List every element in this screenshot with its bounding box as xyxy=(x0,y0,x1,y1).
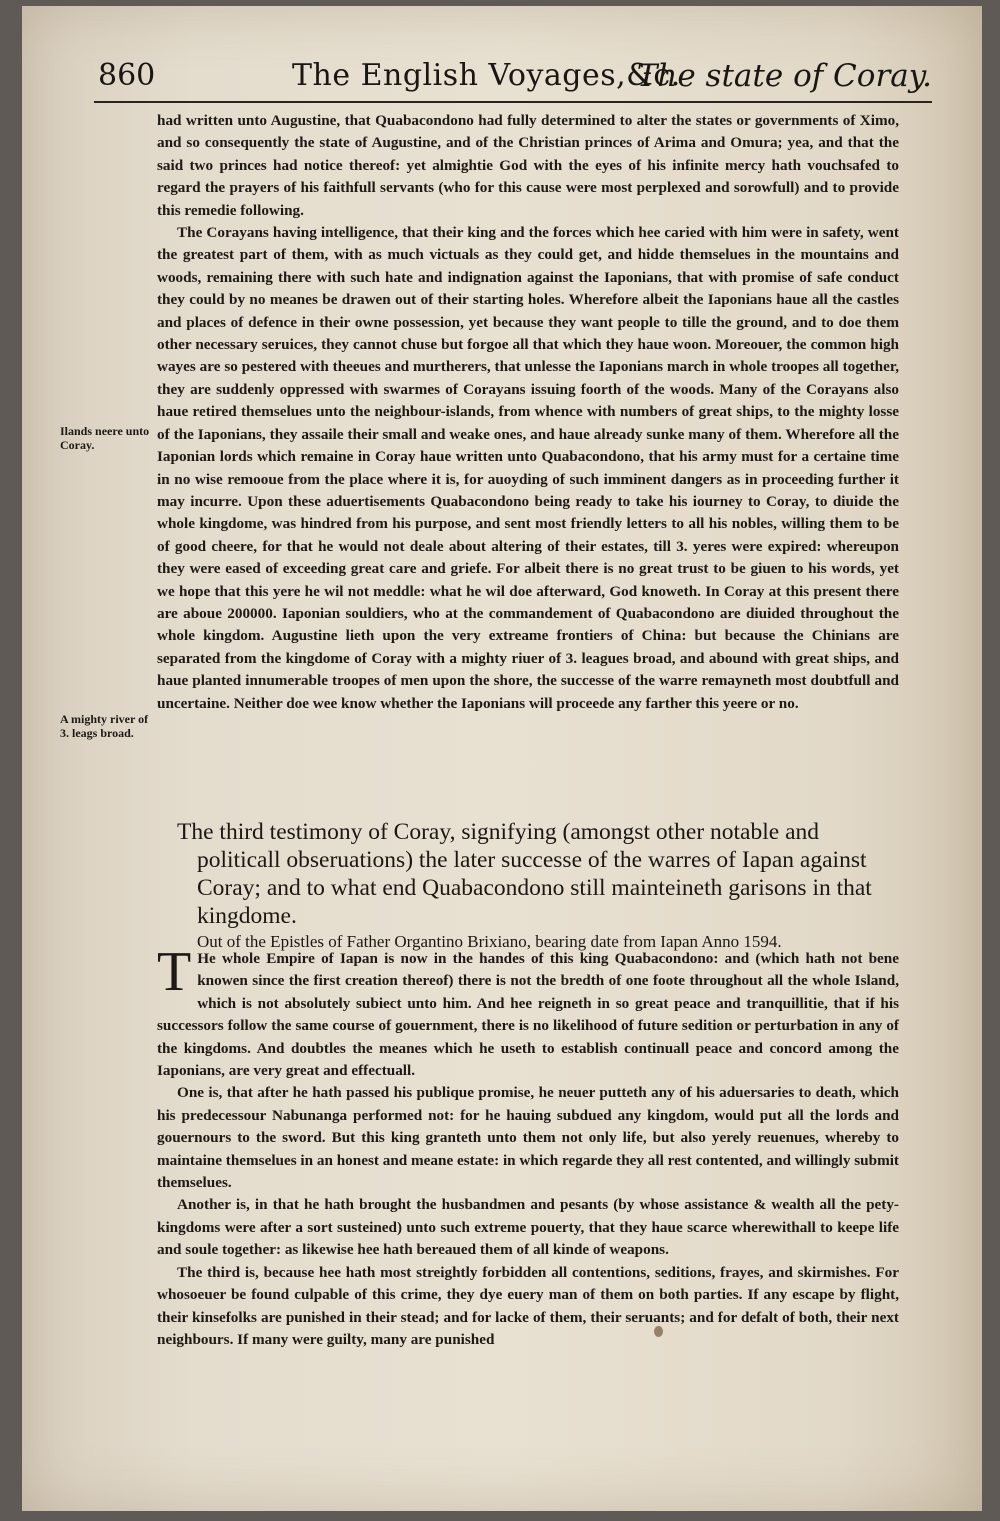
heading-main: The third testimony of Coray, signifying (amongst other notable and politicall obseruations) the later successe of the warres of Iapan against Coray; and to what end Quabacondono still mainteineth garisons in that kingdome. xyxy=(177,819,872,929)
heading-source: Out of the Epistles of Father Organtino Brixiano, bearing date from Iapan Anno 1594. xyxy=(197,932,782,951)
section-title: The state of Coray. xyxy=(636,58,932,94)
running-title: The English Voyages,&c. xyxy=(292,58,681,93)
page-header xyxy=(92,58,932,98)
paragraph: had written unto Augustine, that Quabacondono had fully determined to alter the states or governments of Ximo, and so consequently the state of Augustine, and of the Christian princes of Arima and Omura; yea, and that the said two princes had notice thereof: yet almightie God with the eyes of his infinite mercy hath vouchsafed to regard the prayers of his faithfull servants (who for this cause were most perplexed and sorowfull) and to provide this remedie following. xyxy=(157,112,899,219)
margin-note-islands: Ilands neere unto Coray. xyxy=(60,424,150,452)
drop-cap: T xyxy=(157,941,192,1003)
paragraph: The third is, because hee hath most streightly forbidden all contentions, seditions, frayes, and skirmishes. For whosoeuer be found culpable of this crime, they dye euery man of them on both parties. If any escape by flight, their kinsefolks are punished in their stead; and for lacke of them, their seruants; and for defalt of both, their next neighbours. If many were guilty, many are punished xyxy=(157,1263,899,1348)
ink-stain xyxy=(654,1326,663,1337)
first-passage xyxy=(157,110,899,715)
paragraph: Another is, in that he hath brought the husbandmen and pesants (by whose assistance & wealth all the pety-kingdoms were after a sort susteined) unto such extreme pouerty, that they haue scarce wherewithall to keepe life and soule together: as likewise hee hath bereaued them of all kinde of weapons. xyxy=(157,1196,899,1259)
paragraph: He whole Empire of Iapan is now in the handes of this king Quabacondono: and (which hath not bene knowen since the first creation thereof) there is not the bredth of one foote throughout all the whole Island, which is not absolutely subiect unto him. And hee reigneth in so great peace and tranquillitie, that if his successors follow the same course of gouernment, there is no likelihood of future sedition or perturbation in any of the kingdoms. And doubtles the meanes which he useth to establish continuall peace and concord among the Iaponians, are very great and effectuall. xyxy=(157,950,899,1080)
book-page xyxy=(22,6,982,1511)
paragraph: The Corayans having intelligence, that their king and the forces which hee caried with him were in safety, went the greatest part of them, with as much victuals as they could get, and hidde themselues in the mountains and woods, remaining there with such hate and indignation against the Iaponians, that with promise of safe conduct they could by no meanes be drawen out of their starting holes. Wherefore albeit the Iaponians haue all the castles and places of defence in their owne possession, yet because they want people to tille the ground, and to doe them other necessary seruices, they cannot chuse but forgoe all that which they haue woon. Moreouer, the common high wayes are so pestered with theeues and murtherers, that unlesse the Iaponians march in whole troopes all together, they are suddenly oppressed with swarmes of Corayans issuing foorth of the woods. Many of the Corayans also haue retired themselues unto the neighbour-islands, from whence with numbers of great ships, to the mighty losse of the Iaponians, they assaile their small and weake ones, and haue already sunke many of them. Wherefore all the Iaponian lords which remaine in Coray haue written unto Quabacondono, that his army must for a certaine time in no wise remooue from the place where it is, for auoyding of such imminent dangers as in proceeding further it may incurre. Upon these aduertisements Quabacondono being ready to take his iourney to Coray, to diuide the whole kingdome, was hindred from his purpose, and sent most friendly letters to all his nobles, willing them to be of good cheere, for that he would not deale about altering of their estates, till 3. yeres were expired: whereupon they were eased of exceeding great care and griefe. For albeit there is no great trust to be giuen to his words, yet we hope that this yere he wil not meddle: what he wil doe afterward, God knoweth. In Coray at this present there are aboue 200000. Iaponian souldiers, who at the commandement of Quabacondono are diuided throughout the whole kingdom. Augustine lieth upon the very extreame frontiers of China: but because the Chinians are separated from the kingdome of Coray with a mighty riuer of 3. leagues broad, and abound with great ships, and haue planted innumerable troopes of men upon the shore, the successe of the warre remayneth most doubtfull and uncertaine. Neither doe wee know whether the Iaponians will proceede any farther this yeere or no. xyxy=(157,224,899,712)
paragraph: One is, that after he hath passed his publique promise, he neuer putteth any of his aduersaries to death, which his predecessour Nabunanga performed not: for he hauing subdued any kingdom, would put all the lords and gouernours to the sword. But this king granteth unto them not only life, but also yerely reuenues, whereby to maintaine themselues in an honest and meane estate: in which regarde they all rest contented, and willingly submit themselues. xyxy=(157,1084,899,1192)
chapter-heading xyxy=(177,818,899,954)
margin-note-river: A mighty river of 3. leags broad. xyxy=(60,712,149,740)
page-number: 860 xyxy=(98,58,156,93)
header-rule xyxy=(94,101,932,103)
